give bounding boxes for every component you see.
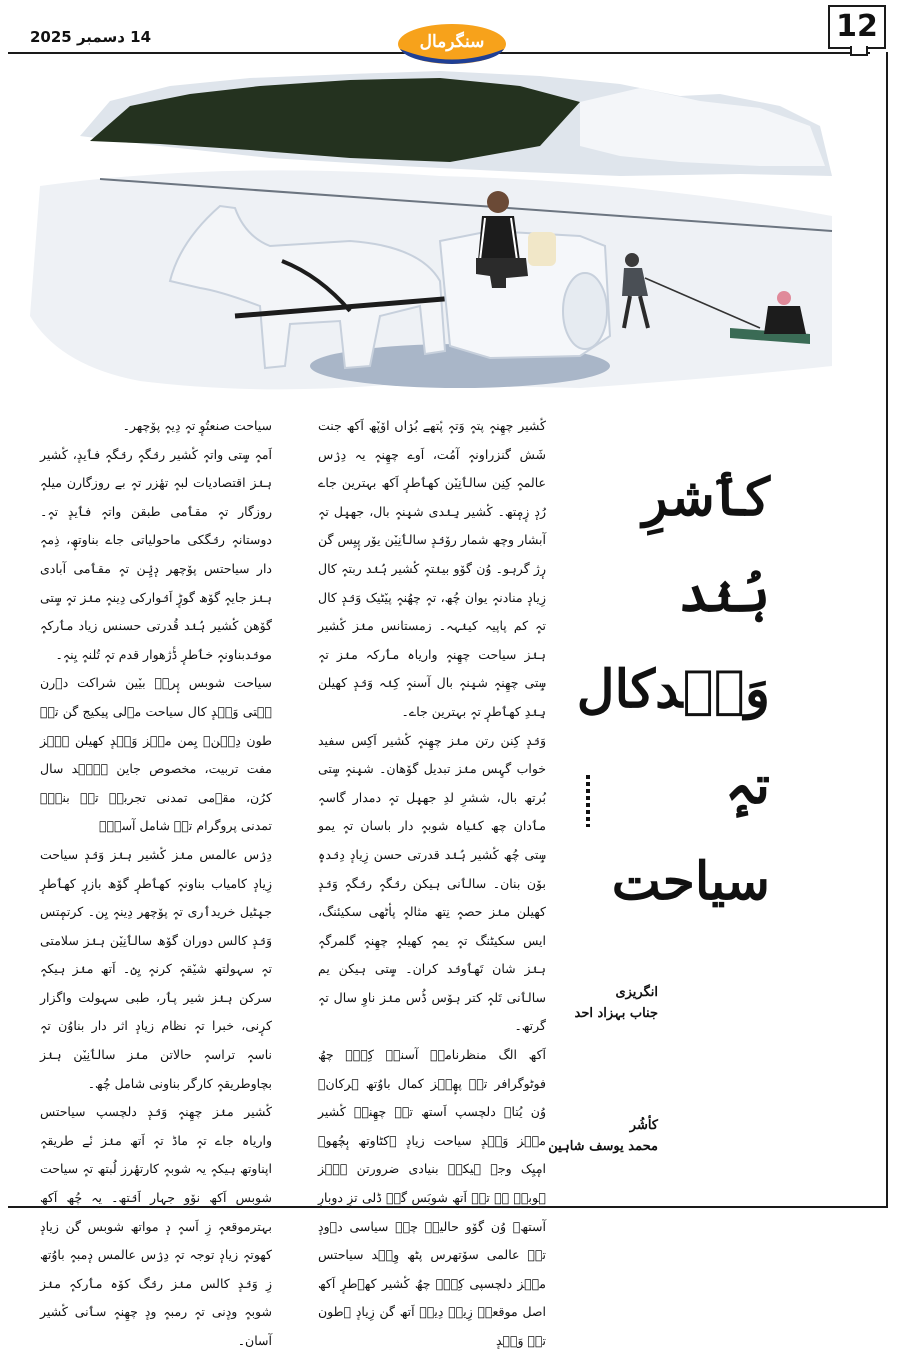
byline-author: جناب بہزاد احد [574, 1006, 658, 1021]
paragraph: اَمہٕ سٟتی واتہٕ کٔشیر رنٛگہٕ رنٛگہٕ فٲیدٕ، کٔشیر ہنٛز اقتصادیات لبہٕ تھٔزر تہٕ بے روزگارن میلہٕ روزگار تہٕ مقٲمی طبقن واتہٕ فٲیدٕ تہٕ۔ دوستانہٕ رنٛگکی ماحولیاتی جاے بناوتھٕ، ذِمہٕ دار سیاحتس پوٚچھر دٕیِٛن تہٕ مقٲمی آبادی ہنٛز جایہٕ گوٚھ گوڑٕ اَنٛوارکی دِینہٕ منٛز تہٕ سٟتی گوٚھن کٔشیر ہُنٛد قُدرتی حسنس زیاد مٲرکہٕ مونٛدبناونہٕ خٲطرٕ ڈٔژھوار قدم تہٕ تُلنہٕ یِنہٕ۔ [40, 446, 272, 662]
man-head [487, 191, 509, 213]
paragraph: دِرٛس عالمس منٛز کٔشیر ہنٛز وَنٛدٕ سیاحت زِیادٕ کامیاب بناونہٕ کھٲطرٕ گوٚھ بازرٕ کھٲطرٕ جیٖٹیل خریدٲری تہٕ پوٚچھر دِینہٕ یِن۔ کرتمٕتس وَنٛدٕ کالس دوران گوٚھ سالٲنِیٚن ہنٛز سلامتی تہٕ سہولتھ شیٚقہٕ کرنہٕ یِنٛ۔ اَتھ منٛز ہیکہٕ سرکن ہنٛز شیر پٲر، طبی سہولت واگزار کرٕنی، خبرا تہٕ نظام زیادٕ اثر دار بناوُن تہٕ ناسہٕ تراسہٕ حالاتن منٛز سالٲنِیٚن ہنٛز بچاوطریقہٕ کارگر بناونی شامل چُھ۔ [40, 846, 272, 1091]
byline-label: انگریزی [615, 985, 658, 1000]
byline-kashmiri [548, 1118, 658, 1154]
paragraph: اَکھ الگ منظرنامہٕ آسنہٕ کِنٛہ چھُ فوٹوگرافر تہٕ پھٕیٛز کمال باوُتھ ہرکان۔ وُن یُتاہ دلچسپ اَستھ تہٕ چھِنہٕ کٔشیر منٛز وَنٛدٕ سیاحت زیادٕ ٲکٹاوتھ بٕچُھو۔ امٕیِک وجہ ہیکہٕ بنیادی ضرورتن ہنٛز ہوبہٕ ہے تہٕ اَتھ شوبَس گنٛ ڈلی تزٕ دوبارٕ آستھ۔ وُن گوٚو حالیہٕ چہٕ سیاسی دٲودٕ تہٕ عالمی سوٚتھرس پٹھ وِنٛد سیاحتس منٛز دلچسپی کِنٛہ چھُ کٔشیر کھٲطرٕ اَکھ اصل موقعہٕ زِیہٕ دِیہٕ اَتھ گن زِیادٕ ٲطون تہٕ وَنٛدٕ [318, 1047, 546, 1348]
page-number-tab [850, 46, 868, 56]
title-line: ہُنٛد [678, 563, 770, 624]
issue-date: 14 دسمبر 2025 [30, 28, 152, 46]
article-title [576, 450, 770, 930]
title-line: تہٕ [725, 755, 770, 816]
footer-rule [8, 1206, 888, 1208]
byline-translator: محمد یوسف شاہین [548, 1139, 658, 1154]
walker-head [625, 253, 639, 267]
byline-label: کأشُر [629, 1118, 658, 1133]
newspaper-logo[interactable] [396, 22, 508, 66]
paragraph: وَنٛدٕ کِنن رتن منٛز چھِنہٕ کٔشیر اَکِس سفید خواب گہِس منٛز تبدیل گوٚھان۔ شیٖنہٕ سٟتی بُرتھ بال، ششرِ لدِ جھیٖل تہٕ دمدار گاسہٕ مٲدان چھ کنٛیاہ شوبہٕ دار باسان تہٕ یمو سٟتی چُھ کٔشیر ہُنٛد قدرتی حسن زِیادٕ دِنٛدہٕ بوٚن بنان۔ سالٲنی ہیکن رنٛگہٕ رنٛگہٕ وَنٛدٕ کھیلن منٛز حصہٕ نِتھ مثالہٕ پأٹھی سکیئنگ، ایس سکیٹنگ تہٕ یمہٕ کھیلہٕ چھِنہٕ گلمرگہٕ ہنٛز شان تَھٲونٛد کران۔ سٟتی ہیکن یم سالٲنی تَلہٕ کتر ہوٚس ڈُس منٛز ناوِ سال تہٕ گرتھ۔ [318, 732, 546, 1034]
logo-text: سنگرمال [419, 32, 485, 52]
article-column-left [40, 412, 272, 1356]
snow-sculpture-photo [20, 66, 842, 396]
child-jacket [764, 306, 806, 334]
carriage-wheel [563, 273, 607, 349]
title-line: سیاحت [611, 851, 770, 912]
title-line: وَنٛدکال [576, 659, 770, 720]
page-number: 12 [828, 5, 886, 49]
right-border-rule [886, 52, 888, 1208]
dotted-divider [586, 775, 590, 827]
paragraph: کٔشیر منٛز چھِنہٕ وَنٛدٕ دلچسپ سیاحتس واریاہ جاے تہٕ ماڈ تہٕ اَتھ منٛز نٔے طریقہٕ اپناوتھ ہیکہٕ یہ شوبہٕ کارتھٔرز لُبتھ تہٕ سیاحت شوبس اَکھ نوٚو جہار اَنٛتھ۔ یہ چُھ اَکھ بہترموقعہٕ زِ اَسہٕ دٕ مواتھ شوبس گن زیادٕ کھوتہٕ زیادٕ توجہ تہٕ دِرٛس عالمس دٕمبہٕ باوُتھ زِ وَنٛدٕ کالس منٛز رنٛگ کوٚہ مٲرکہٕ منٛز شوبہٕ ودٕنی تہٕ رمبہٕ ودٕ چھِنہٕ سٲنی کٔشیر آسان۔ [40, 1104, 272, 1348]
byline-english [575, 985, 659, 1021]
paragraph: سیاحت شوبس پٕرنٛ بیٚین شراکت دٲرن سٟتی وَنٛدٕ کال سیاحت مٲلی پیکیج گن تہٕ طون دِیٛن۔ یِمن منٛز وَنٛدٕ کھیلن ہنٛز مفت تربیت، مخصوص جاین ہِنٛد سال کرُن، مقٲمی تمدنی تجربہٕ تہٕ بنیٛہ تمدنی پروگرام تہٕ شامل آسنٛ۔ [40, 675, 272, 834]
child-hat [777, 291, 791, 305]
seat-cushion [528, 232, 556, 266]
paragraph: سیاحت صنعتُوٕ تہٕ دِیہٕ پوٚچھر۔ [122, 418, 272, 433]
title-line: کٲشرِ [642, 467, 770, 528]
paragraph: کٔشیر چھِنہٕ پتہٕ وَتہٕ پٔتھے بُرٛاں اوٚپٚھ اَکھ جنت شَش گنزراونہٕ آمُت، اَوے چھِنہٕ یہ دِرٛس عالمہٕ کِنِن سالٲنِیٚن کھٲطرٕ اَکھ بہترین جاے رُدٕ زٕمٕتھ۔ کٔشیر ہِنٛدی شیٖنہٕ بال، جھیٖل تہٕ آبشار وچھ شمار روٚنٛدٕ سالٲنِیٚن یوٚر پٕیِس گن رٕژ گرہو۔ وُن گوٚو بینٛتہٕ کٔشیر ہُنٛد ربتہٕ کال زِیادٕ منادنہٕ یوان چُھ، تہٕ چھُنہٕ پیٚٹیک وَنٛدٕ کال تہٕ کم پاپیہ کینٛہہ۔ زمستانس منٛز کٔشیر ہنٛز سیاحت چھِنہٕ واریاہ مٲرکہ منٛز تہٕ سٟتی چھِنہٕ شیٖنہٕ بال آسنہٕ کِنٛہ وَنٛدٕ کھیلن ہِنٛدِ کھٲطرٕ تہٕ بہترین جاے۔ [318, 418, 546, 719]
article-column-right [318, 412, 546, 1356]
